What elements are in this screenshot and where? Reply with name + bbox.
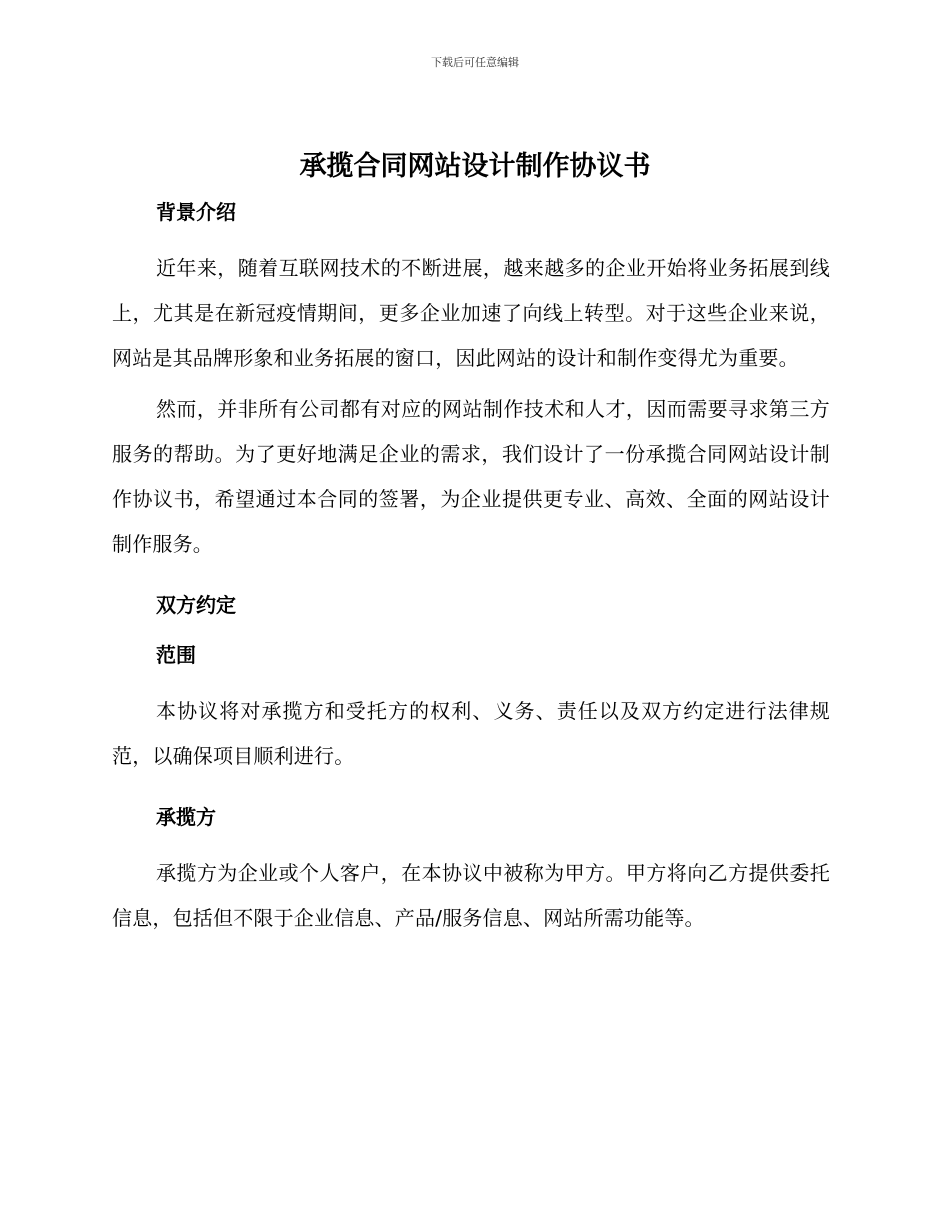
section-heading-scope: 范围 [156,643,196,667]
section-heading-contractor: 承揽方 [156,805,216,829]
document-body [112,196,830,947]
section-heading-agreement: 双方约定 [156,593,236,617]
paragraph-scope-1: 本协议将对承揽方和受托方的权利、义务、责任以及双方约定进行法律规范，以确保项目顺利进行。 [112,699,830,768]
paragraph-contractor-1: 承揽方为企业或个人客户，在本协议中被称为甲方。甲方将向乙方提供委托信息，包括但不限于企业信息、产品/服务信息、网站所需功能等。 [112,861,830,930]
section-heading-background: 背景介绍 [156,200,236,224]
paragraph-background-1: 近年来，随着互联网技术的不断进展，越来越多的企业开始将业务拓展到线上，尤其是在新冠疫情期间，更多企业加速了向线上转型。对于这些企业来说，网站是其品牌形象和业务拓展的窗口，因此网站的设计和制作变得尤为重要。 [112,256,830,370]
page-header-note: 下载后可任意编辑 [431,56,519,69]
document-title: 承揽合同网站设计制作协议书 [299,151,651,182]
paragraph-background-2: 然而，并非所有公司都有对应的网站制作技术和人才，因而需要寻求第三方服务的帮助。为了更好地满足企业的需求，我们设计了一份承揽合同网站设计制作协议书，希望通过本合同的签署，为企业提供更专业、高效、全面的网站设计制作服务。 [112,397,830,556]
